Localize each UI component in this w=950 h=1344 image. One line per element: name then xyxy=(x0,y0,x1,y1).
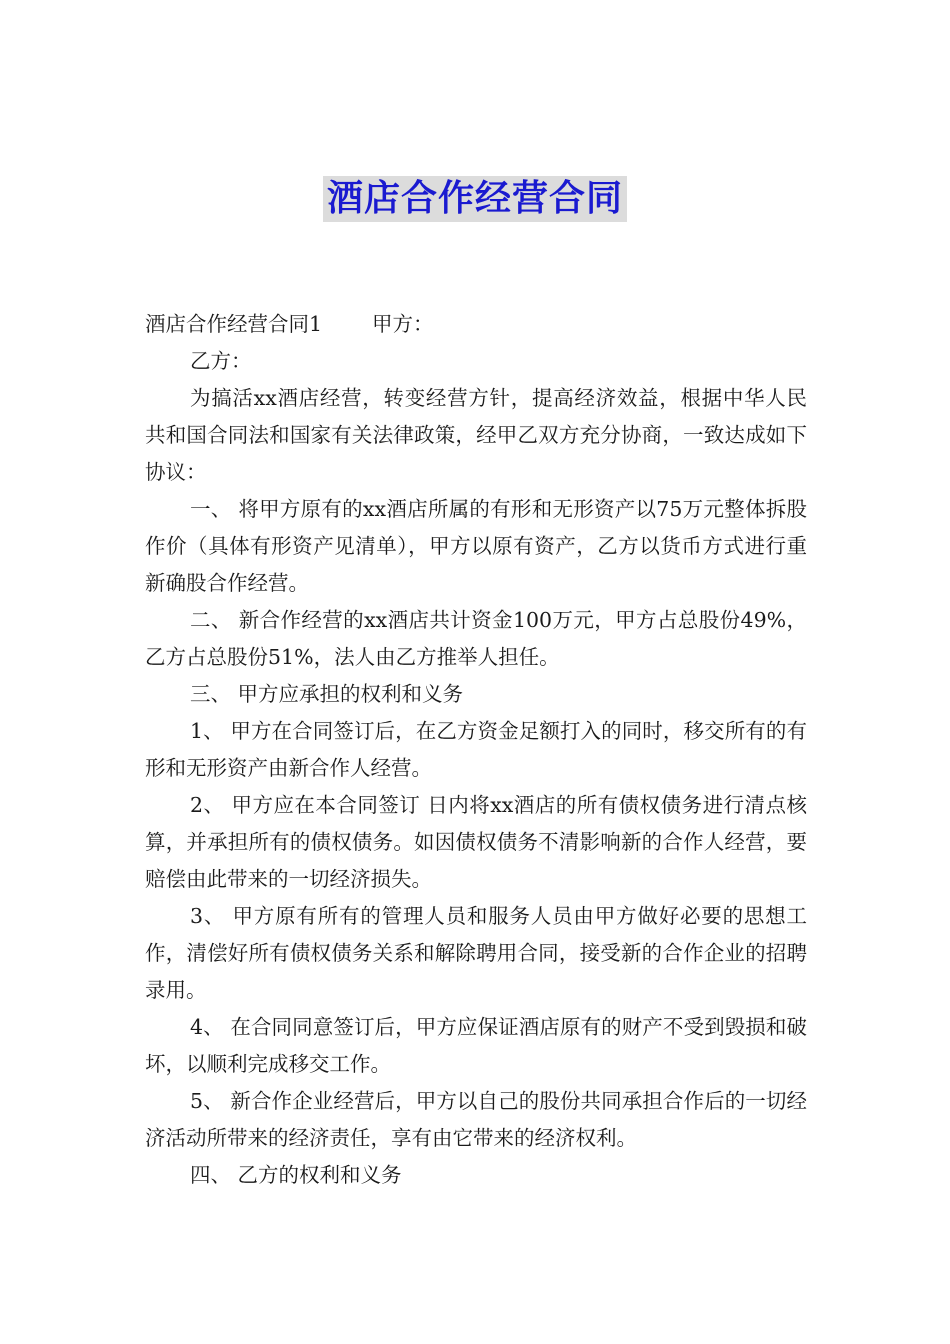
clause-4-heading: 四、 乙方的权利和义务 xyxy=(190,1163,402,1187)
paragraph-intro: 为搞活xx酒店经营，转变经营方针，提高经济效益，根据中华人民共和国合同法和国家有关法律政策，经甲乙双方充分协商，一致达成如下协议： xyxy=(145,386,807,484)
clause-3-item-2: 2、 甲方应在本合同签订 日内将xx酒店的所有债权债务进行清点核算，并承担所有的债权债务。如因债权债务不清影响新的合作人经营，要赔偿由此带来的一切经济损失。 xyxy=(145,793,807,891)
clause-2: 二、 新合作经营的xx酒店共计资金100万元，甲方占总股份49%，乙方占总股份51%，法人由乙方推举人担任。 xyxy=(145,608,807,669)
clause-3-item-3: 3、 甲方原有所有的管理人员和服务人员由甲方做好必要的思想工作，清偿好所有债权债务关系和解除聘用合同，接受新的合作企业的招聘录用。 xyxy=(145,904,807,1002)
title-wrap xyxy=(0,176,950,222)
document-body xyxy=(145,306,807,1194)
clause-3-item-5: 5、 新合作企业经营后，甲方以自己的股份共同承担合作后的一切经济活动所带来的经济责任，享有由它带来的经济权利。 xyxy=(145,1089,807,1150)
contract-label: 酒店合作经营合同1 xyxy=(145,312,323,336)
clause-3-item-1: 1、 甲方在合同签订后，在乙方资金足额打入的同时，移交所有的有形和无形资产由新合作人经营。 xyxy=(145,719,807,780)
clause-1: 一、 将甲方原有的xx酒店所属的有形和无形资产以75万元整体拆股作价（具体有形资产见清单），甲方以原有资产，乙方以货币方式进行重新确股合作经营。 xyxy=(145,497,807,595)
document-title: 酒店合作经营合同 xyxy=(323,176,627,222)
clause-3-item-4: 4、 在合同同意签订后，甲方应保证酒店原有的财产不受到毁损和破坏，以顺利完成移交工作。 xyxy=(145,1015,807,1076)
heading-line xyxy=(145,306,807,343)
party-b-label: 乙方： xyxy=(190,349,252,373)
clause-3-heading: 三、 甲方应承担的权利和义务 xyxy=(190,682,464,706)
party-a-label: 甲方： xyxy=(372,312,434,336)
